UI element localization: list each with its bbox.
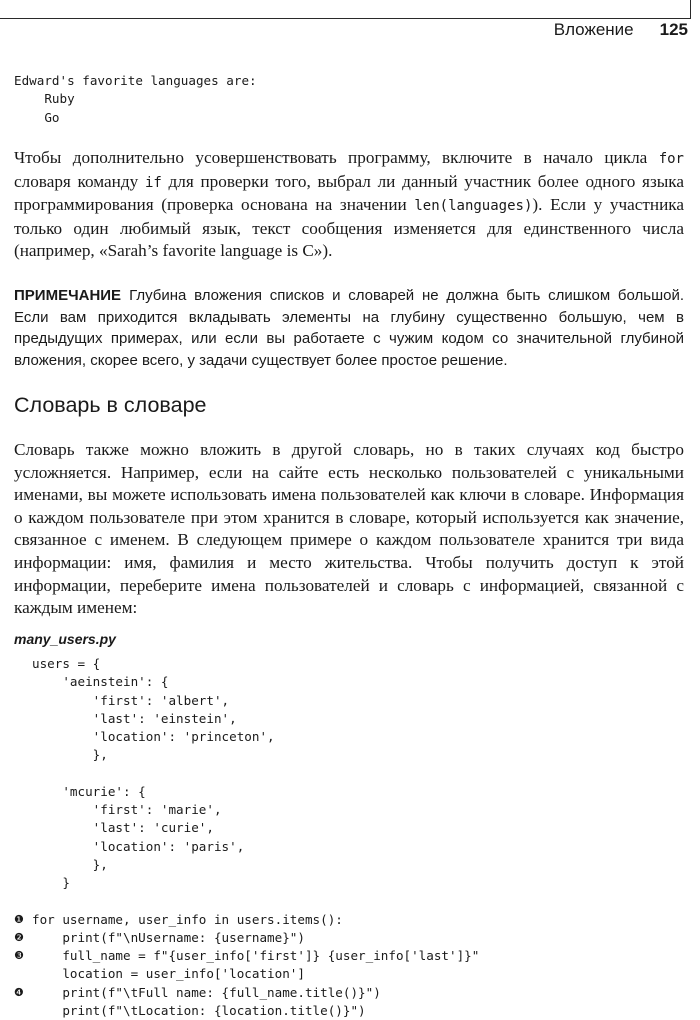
code-text: users = {	[32, 656, 101, 671]
code-line	[14, 801, 694, 819]
code-line	[14, 929, 694, 947]
code-line	[14, 838, 694, 856]
callout-marker	[14, 655, 32, 673]
section-heading: Словарь в словаре	[14, 393, 207, 417]
callout-marker: ❶	[14, 912, 24, 926]
note-text: Глубина вложения списков и словарей не должна быть слишком большой. Если вам приходится вкладывать элементы на глубину существенно большую, чем в предыдущих примерах, или если вы работаете с чужим кодом со значительной глубиной вложения, скорее всего, у задачи существует более простое решение.	[14, 287, 684, 369]
callout-marker	[14, 673, 32, 691]
callout-marker	[14, 765, 32, 783]
code-line	[14, 856, 694, 874]
callout-marker	[14, 1002, 32, 1020]
code-text: 'last': 'einstein',	[32, 710, 237, 726]
page-number: 125	[659, 20, 688, 39]
text-span: Чтобы дополнительно усовершенствовать программу, включите в начало цикла	[14, 148, 659, 167]
callout-marker	[14, 965, 32, 983]
code-text: print(f"\nUsername: {username}")	[32, 929, 305, 945]
code-text: print(f"\tFull name: {full_name.title()}")	[32, 984, 381, 1000]
code-text: },	[32, 856, 108, 872]
inline-code-len: len(languages)	[414, 198, 533, 215]
callout-marker	[14, 856, 32, 874]
note-label: ПРИМЕЧАНИЕ	[14, 287, 122, 304]
code-listing	[14, 655, 694, 1020]
code-text: full_name = f"{user_info['first']} {user_info['last']}"	[32, 948, 480, 963]
callout-marker	[14, 728, 32, 746]
inline-code-for: for	[658, 151, 684, 167]
code-text: 'last': 'curie',	[32, 820, 214, 836]
callout-marker	[14, 692, 32, 710]
callout-marker	[14, 746, 32, 764]
code-line	[14, 819, 694, 837]
callout-marker: ❹	[14, 985, 24, 999]
text-span: словаря команду	[14, 171, 145, 191]
code-text: for username, user_info in users.items():	[32, 911, 343, 927]
paragraph-nested-dicts: Словарь также можно вложить в другой словарь, но в таких случаях код быстро усложняется. Например, если на сайте есть несколько пользователей с уникальными именами, вы можете использовать имена пользователей как ключи в словаре. Информация о каждом пользователе при этом хранится в словаре, который используется как значение, связанное с именем. В следующем примере о каждом пользователе хранится три вида информации: имя, фамилия и место жительства. Чтобы получить доступ к этой информации, переберите имена пользователей и словарь с информацией, связанной с каждым именем:	[14, 440, 684, 618]
code-line	[14, 692, 694, 710]
code-line	[14, 746, 694, 764]
code-line	[14, 984, 694, 1002]
text-span: для проверки того, выбрал ли данный участник более одного языка программирования (проверка основана на значении	[14, 171, 684, 215]
code-text: 'location': 'paris',	[32, 838, 245, 854]
code-text: 'first': 'marie',	[32, 802, 222, 817]
code-line	[14, 710, 694, 728]
code-text: 'location': 'princeton',	[32, 729, 275, 744]
listing-filename: many_users.py	[14, 631, 116, 647]
running-head-section: Вложение	[553, 20, 634, 39]
code-text: 'first': 'albert',	[32, 692, 230, 708]
code-text: print(f"\tLocation: {location.title()}")	[32, 1002, 366, 1018]
callout-marker	[14, 874, 32, 892]
code-line	[14, 874, 694, 892]
code-line	[14, 947, 694, 965]
program-output: Edward's favorite languages are: Ruby Go	[14, 73, 257, 125]
code-line	[14, 728, 694, 746]
inline-code-if: if	[144, 174, 162, 191]
callout-marker	[14, 892, 32, 910]
code-line	[14, 1002, 694, 1020]
callout-marker: ❷	[14, 930, 24, 944]
code-text: },	[32, 747, 108, 763]
code-line	[14, 655, 694, 673]
callout-marker	[14, 838, 32, 856]
code-text: location = user_info['location']	[32, 966, 305, 982]
callout-marker	[14, 783, 32, 801]
code-text: 'mcurie': {	[32, 783, 146, 799]
code-text: 'aeinstein': {	[32, 674, 169, 690]
code-line	[14, 911, 694, 929]
text-span: ). Если у участника только один любимый язык, текст сообщения изменяется для единственного числа (например, «Sarah’s favorite language is C»).	[14, 195, 684, 261]
code-line	[14, 965, 694, 983]
header-rule	[0, 0, 691, 19]
callout-marker	[14, 710, 32, 728]
callout-marker: ❸	[14, 949, 24, 962]
code-text: }	[32, 875, 70, 890]
code-line	[14, 892, 694, 910]
note-box	[14, 285, 684, 371]
running-head	[554, 20, 688, 40]
code-line	[14, 765, 694, 783]
paragraph-for-loop-check	[14, 147, 684, 263]
callout-marker	[14, 819, 32, 837]
callout-marker	[14, 801, 32, 819]
code-line	[14, 783, 694, 801]
code-line	[14, 673, 694, 691]
